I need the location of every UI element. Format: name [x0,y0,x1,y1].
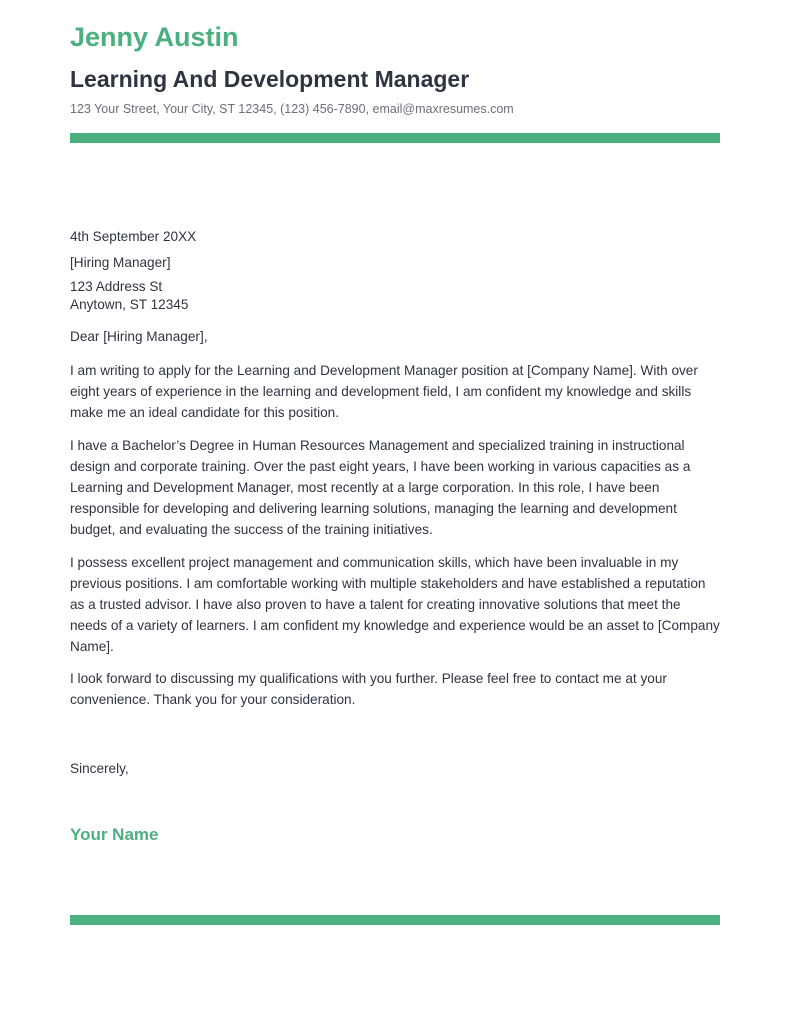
body-paragraph-3: I possess excellent project management and communication skills, which have been invaluable in my previous positions. I am comfortable working with multiple stakeholders and have established a reputation as a trusted advisor. I have also proven to have a talent for creating innovative solutions that meet the needs of a variety of learners. I am confident my knowledge and experience would be an asset to [Company Name]. [70,555,720,654]
recipient-name: [Hiring Manager] [70,255,171,270]
job-title: Learning And Development Manager [70,66,470,92]
top-divider [70,133,720,143]
signature-name: Your Name [70,825,159,844]
letter-date: 4th September 20XX [70,229,197,244]
bottom-divider [70,915,720,925]
applicant-name: Jenny Austin [70,22,239,52]
recipient-address [70,278,720,314]
body-paragraph-2: I have a Bachelor’s Degree in Human Resources Management and specialized training in instructional design and corporate training. Over the past eight years, I have been working in various capacities as a Learning and Development Manager, most recently at a large corporation. In this role, I have been responsible for developing and delivering learning solutions, managing the learning and development budget, and evaluating the success of the training initiatives. [70,438,691,537]
contact-info: 123 Your Street, Your City, ST 12345, (123) 456-7890, email@maxresumes.com [70,102,514,116]
body-paragraph-4: I look forward to discussing my qualifications with you further. Please feel free to contact me at your convenience. Thank you for your consideration. [70,671,667,707]
closing: Sincerely, [70,761,129,776]
salutation: Dear [Hiring Manager], [70,329,208,344]
address-line-2: Anytown, ST 12345 [70,297,189,312]
body-paragraph-1: I am writing to apply for the Learning and Development Manager position at [Company Name]. With over eight years of experience in the learning and development field, I am confident my knowledge and skills make me an ideal candidate for this position. [70,363,698,420]
address-line-1: 123 Address St [70,279,163,294]
